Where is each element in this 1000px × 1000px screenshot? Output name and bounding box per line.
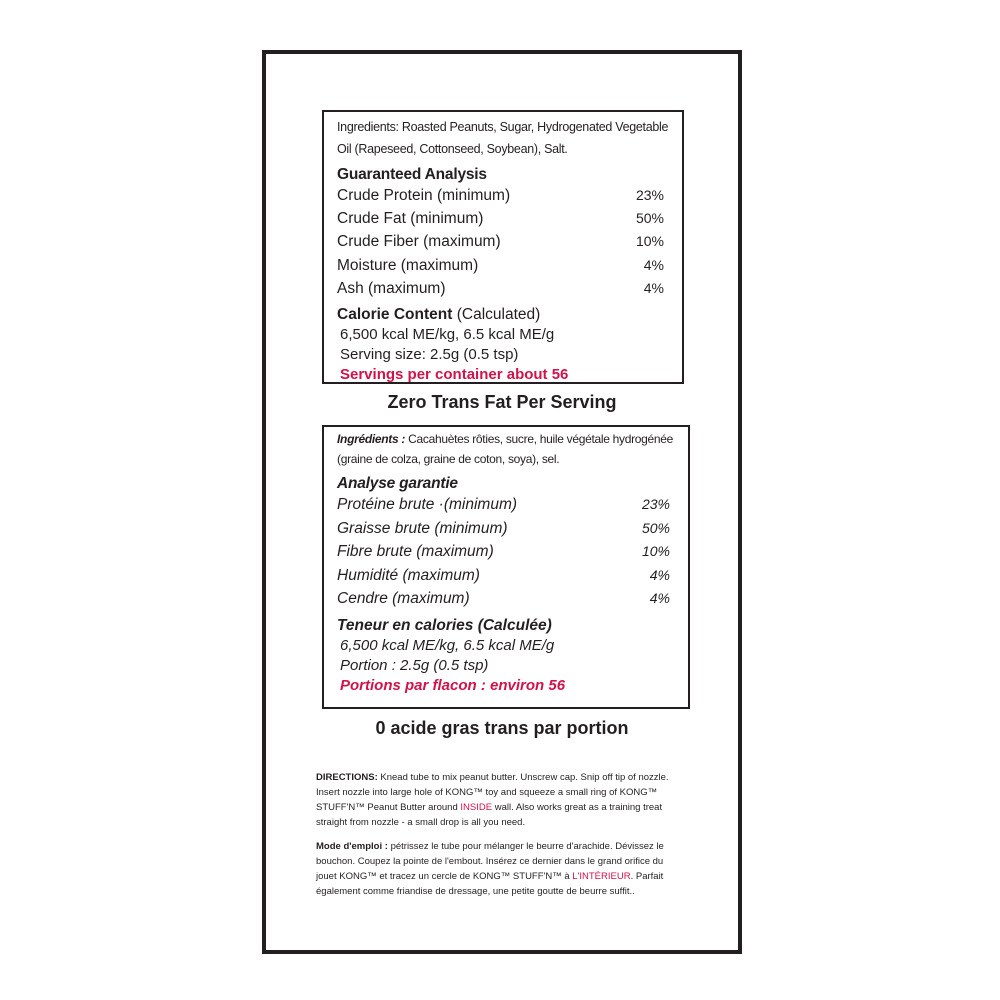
analysis-value: 4% — [649, 590, 670, 606]
serving-size: Serving size: 2.5g (0.5 tsp) — [340, 346, 519, 364]
servings-per-container-fr: Portions par flacon : environ 56 — [340, 676, 566, 694]
analysis-label: Humidité (maximum) — [337, 566, 480, 584]
analysis-row — [324, 230, 682, 253]
ingredients-text-fr: Ingrédients : Cacahuètes rôties, sucre, huile végétale hydrogénée (graine de colza, graine de coton, soya), sel. — [337, 432, 674, 466]
analysis-row — [324, 277, 682, 300]
analysis-list-fr — [324, 493, 688, 611]
analysis-value: 10% — [641, 543, 670, 559]
analysis-heading: Guaranteed Analysis — [337, 166, 487, 183]
directions-french: Mode d'emploi : pétrissez le tube pour mélanger le beurre d'arachide. Dévissez le bouchon. Coupez la pointe de l'embout. Insérez ce dernier dans le grand orifice du jouet KONG™ et tracez un cercle de KONG™ STUFF'N™ à L'INTÉRIEUR. Parfait également comme friandise de dressage, une petite goutte de beurre suffit.. — [316, 841, 664, 897]
servings-per-container: Servings per container about 56 — [340, 366, 569, 384]
analysis-row — [324, 254, 682, 277]
calorie-value: 6,500 kcal ME/kg, 6.5 kcal ME/g — [340, 326, 555, 344]
analysis-value: 23% — [641, 496, 670, 512]
serving-size-fr: Portion : 2.5g (0.5 tsp) — [340, 656, 489, 674]
analysis-label: Ash (maximum) — [337, 279, 446, 297]
analysis-row — [324, 540, 688, 564]
analysis-label: Moisture (maximum) — [337, 256, 479, 274]
analysis-value: 4% — [643, 279, 664, 296]
calorie-heading: Calorie Content (Calculated) — [337, 306, 541, 324]
analysis-row — [324, 207, 682, 230]
ingredients-text: Ingredients: Roasted Peanuts, Sugar, Hydrogenated Vegetable Oil (Rapeseed, Cottonseed, Soybean), Salt. — [337, 120, 669, 156]
analysis-row — [324, 564, 688, 588]
calorie-value-fr: 6,500 kcal ME/kg, 6.5 kcal ME/g — [340, 636, 555, 654]
analysis-value: 50% — [635, 210, 664, 227]
analysis-label: Cendre (maximum) — [337, 590, 470, 607]
zero-trans-fat-tagline-fr: 0 acide gras trans par portion — [375, 718, 629, 738]
calorie-heading-fr: Teneur en calories (Calculée) — [337, 616, 552, 634]
analysis-label: Crude Fat (minimum) — [337, 210, 484, 228]
analysis-value: 23% — [635, 187, 664, 203]
analysis-value: 10% — [635, 233, 664, 250]
analysis-value: 4% — [643, 256, 664, 273]
analysis-row — [324, 517, 688, 541]
analysis-row — [324, 587, 688, 611]
analysis-label: Fibre brute (maximum) — [337, 543, 494, 560]
french-nutrition-panel — [322, 425, 690, 709]
analysis-label: Crude Protein (minimum) — [337, 187, 511, 204]
analysis-label: Graisse brute (minimum) — [337, 519, 508, 537]
analysis-heading-fr: Analyse garantie — [337, 475, 458, 492]
product-label — [262, 50, 742, 954]
analysis-value: 50% — [641, 519, 670, 536]
analysis-row — [324, 493, 688, 517]
zero-trans-fat-tagline: Zero Trans Fat Per Serving — [387, 392, 617, 412]
analysis-row — [324, 184, 682, 207]
analysis-value: 4% — [649, 566, 670, 583]
analysis-list — [324, 184, 682, 300]
analysis-label: Crude Fiber (maximum) — [337, 233, 501, 251]
directions-english: DIRECTIONS: Knead tube to mix peanut butter. Unscrew cap. Snip off tip of nozzle. Insert nozzle into large hole of KONG™ toy and squeeze a small ring of KONG™ STUFF'N™ Peanut Butter around INSIDE wall. Also works great as a training treat straight from nozzle - a small drop is all you need. — [316, 772, 669, 828]
analysis-label: Protéine brute ·(minimum) — [337, 496, 518, 513]
english-nutrition-panel — [322, 110, 684, 384]
